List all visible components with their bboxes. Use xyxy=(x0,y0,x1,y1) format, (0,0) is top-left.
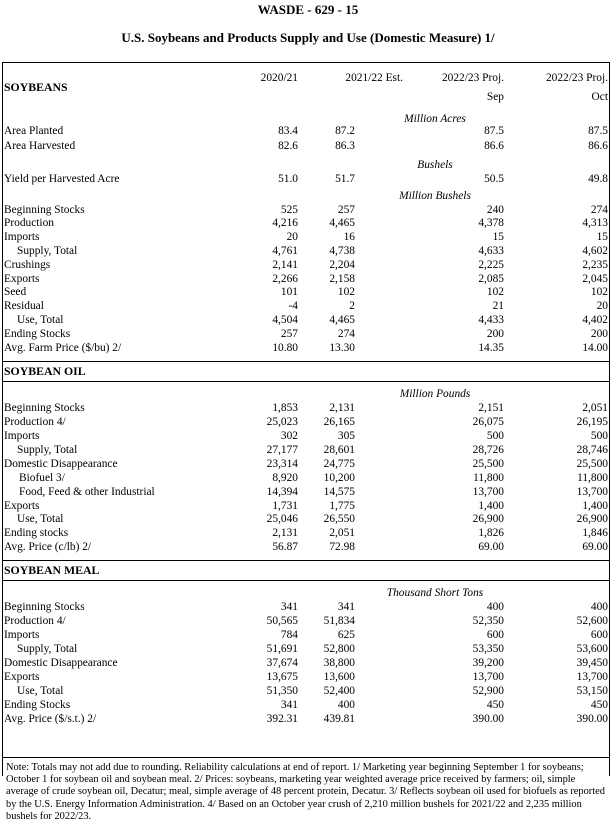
row-label: Domestic Disappearance xyxy=(4,458,118,470)
cell-2021-22: 51.7 xyxy=(335,173,355,185)
cell-2020-21: 1,731 xyxy=(272,500,298,512)
cell-2021-22: 2,158 xyxy=(329,273,355,285)
cell-2022-23-sep: 69.00 xyxy=(478,541,504,553)
cell-2021-22: 86.3 xyxy=(335,140,355,152)
cell-2020-21: 784 xyxy=(280,629,298,641)
rule-bottom xyxy=(2,757,610,758)
row-label: Ending Stocks xyxy=(4,699,71,711)
cell-2020-21: 257 xyxy=(280,328,298,340)
row-label: Imports xyxy=(4,231,40,243)
cell-2021-22: 439.81 xyxy=(323,713,355,725)
cell-2022-23-sep: 600 xyxy=(486,629,504,641)
cell-2021-22: 257 xyxy=(337,204,355,216)
cell-2022-23-oct: 39,450 xyxy=(576,657,608,669)
cell-2022-23-oct: 1,846 xyxy=(582,527,608,539)
cell-2021-22: 625 xyxy=(337,629,355,641)
cell-2022-23-oct: 11,800 xyxy=(577,472,608,484)
row-label: Beginning Stocks xyxy=(4,601,85,613)
rule-soybean-meal xyxy=(2,560,610,561)
rule-soybean-oil xyxy=(2,361,610,362)
cell-2022-23-sep: 11,800 xyxy=(473,472,504,484)
cell-2022-23-oct: 25,500 xyxy=(576,458,608,470)
cell-2020-21: 10.80 xyxy=(272,342,298,354)
col-header-2022-23-sep: 2022/23 Proj. xyxy=(441,72,504,84)
cell-2022-23-oct: 20 xyxy=(596,300,608,312)
cell-2022-23-oct: 500 xyxy=(590,430,608,442)
unit-million-pounds: Million Pounds xyxy=(399,388,471,400)
rule-left xyxy=(2,62,3,776)
cell-2020-21: 4,216 xyxy=(272,217,298,229)
cell-2022-23-sep: 4,433 xyxy=(478,314,504,326)
row-label: Avg. Price ($/s.t.) 2/ xyxy=(4,713,97,725)
cell-2022-23-oct: 26,900 xyxy=(576,513,608,525)
cell-2022-23-sep: 21 xyxy=(492,300,504,312)
cell-2022-23-sep: 1,400 xyxy=(478,500,504,512)
cell-2020-21: 302 xyxy=(280,430,298,442)
cell-2021-22: 26,550 xyxy=(323,513,355,525)
cell-2022-23-sep: 1,826 xyxy=(478,527,504,539)
cell-2022-23-oct: 15 xyxy=(596,231,608,243)
cell-2020-21: 392.31 xyxy=(266,713,298,725)
footnote: Note: Totals may not add due to rounding. Reliability calculations at end of report. 1/ Marketing year beginning September 1 for soybeans; October 1 for soybean oil and soybean meal. 2/ Prices: soybeans, marketing year weighted average price received by farmers; oil, simple average of crude soybean oil, Decatur; meal, simple average of 48 percent protein, Decatur. 3/ Reflects soybean oil used for biofuels as reported by the U.S. Energy Information Administration. 4/ Based on an October year crush of 2,210 million bushels for 2021/22 and 2,235 million bushels for 2022/23. xyxy=(6,762,605,822)
rule-soybean-oil-sub xyxy=(2,381,610,382)
cell-2022-23-sep: 52,350 xyxy=(472,615,504,627)
cell-2021-22: 38,800 xyxy=(323,657,355,669)
cell-2022-23-oct: 2,235 xyxy=(582,259,608,271)
cell-2021-22: 4,738 xyxy=(329,245,355,257)
cell-2022-23-oct: 69.00 xyxy=(582,541,608,553)
cell-2020-21: 25,023 xyxy=(266,416,298,428)
row-label: Exports xyxy=(4,500,40,512)
cell-2022-23-oct: 4,602 xyxy=(582,245,608,257)
cell-2022-23-oct: 400 xyxy=(590,601,608,613)
row-label: Use, Total xyxy=(17,513,64,525)
cell-2022-23-oct: 2,045 xyxy=(582,273,608,285)
cell-2021-22: 26,165 xyxy=(323,416,355,428)
cell-2022-23-sep: 4,633 xyxy=(478,245,504,257)
cell-2022-23-sep: 52,900 xyxy=(472,685,504,697)
cell-2020-21: 4,761 xyxy=(272,245,298,257)
cell-2022-23-oct: 390.00 xyxy=(576,713,608,725)
cell-2022-23-sep: 26,900 xyxy=(472,513,504,525)
cell-2022-23-sep: 200 xyxy=(486,328,504,340)
cell-2022-23-oct: 14.00 xyxy=(582,342,608,354)
cell-2021-22: 2,051 xyxy=(329,527,355,539)
row-label: Avg. Farm Price ($/bu) 2/ xyxy=(4,342,122,354)
cell-2022-23-oct: 102 xyxy=(590,286,608,298)
cell-2022-23-sep: 102 xyxy=(486,286,504,298)
row-label: Use, Total xyxy=(17,314,64,326)
row-label: Production xyxy=(4,217,54,229)
row-label: Residual xyxy=(4,300,44,312)
cell-2022-23-oct: 200 xyxy=(590,328,608,340)
cell-2022-23-oct: 52,600 xyxy=(576,615,608,627)
row-label: Biofuel 3/ xyxy=(19,472,65,484)
col-header-2022-23-oct: 2022/23 Proj. xyxy=(545,72,608,84)
row-label: Exports xyxy=(4,273,40,285)
col-header-oct: Oct xyxy=(591,91,608,103)
cell-2021-22: 51,834 xyxy=(323,615,355,627)
cell-2020-21: 341 xyxy=(280,699,298,711)
cell-2020-21: 23,314 xyxy=(266,458,298,470)
row-label: Use, Total xyxy=(17,685,64,697)
row-label: Beginning Stocks xyxy=(4,204,85,216)
unit-bushels: Bushels xyxy=(417,159,453,171)
cell-2021-22: 4,465 xyxy=(329,314,355,326)
row-label: Area Planted xyxy=(4,125,64,137)
cell-2020-21: 2,141 xyxy=(272,259,298,271)
cell-2022-23-sep: 15 xyxy=(492,231,504,243)
cell-2021-22: 24,775 xyxy=(323,458,355,470)
cell-2022-23-sep: 450 xyxy=(486,699,504,711)
cell-2022-23-sep: 26,075 xyxy=(472,416,504,428)
col-header-2020-21: 2020/21 xyxy=(260,72,298,84)
rule-top xyxy=(2,62,610,63)
unit-thousand-short-tons: Thousand Short Tons xyxy=(386,587,484,599)
row-label: Ending stocks xyxy=(4,527,69,539)
section-soybeans: SOYBEANS xyxy=(4,80,68,94)
row-label: Food, Feed & other Industrial xyxy=(19,486,155,498)
cell-2022-23-oct: 86.6 xyxy=(588,140,608,152)
cell-2021-22: 14,575 xyxy=(323,486,355,498)
rule-right xyxy=(609,62,610,776)
row-label: Supply, Total xyxy=(17,643,78,655)
row-label: Supply, Total xyxy=(17,245,78,257)
cell-2022-23-sep: 500 xyxy=(486,430,504,442)
row-label: Supply, Total xyxy=(17,444,78,456)
cell-2022-23-oct: 4,313 xyxy=(582,217,608,229)
cell-2022-23-sep: 400 xyxy=(486,601,504,613)
row-label: Imports xyxy=(4,430,40,442)
cell-2020-21: 83.4 xyxy=(278,125,298,137)
cell-2022-23-oct: 13,700 xyxy=(576,486,608,498)
cell-2022-23-sep: 86.6 xyxy=(484,140,504,152)
cell-2020-21: 1,853 xyxy=(272,402,298,414)
cell-2022-23-sep: 240 xyxy=(486,204,504,216)
table-title: U.S. Soybeans and Products Supply and Use (Domestic Measure) 1/ xyxy=(121,30,495,45)
col-header-2021-22: 2021/22 Est. xyxy=(345,72,403,84)
rule-soybean-meal-sub xyxy=(2,580,610,581)
row-label: Seed xyxy=(4,286,27,298)
row-label: Yield per Harvested Acre xyxy=(4,173,120,185)
cell-2022-23-oct: 53,150 xyxy=(576,685,608,697)
row-label: Production 4/ xyxy=(4,615,66,627)
cell-2020-21: 25,046 xyxy=(266,513,298,525)
cell-2021-22: 400 xyxy=(337,699,355,711)
cell-2022-23-sep: 28,726 xyxy=(472,444,504,456)
cell-2022-23-oct: 28,746 xyxy=(576,444,608,456)
cell-2021-22: 72.98 xyxy=(329,541,355,553)
cell-2022-23-oct: 4,402 xyxy=(582,314,608,326)
cell-2020-21: 51.0 xyxy=(278,173,298,185)
cell-2021-22: 341 xyxy=(337,601,355,613)
row-label: Domestic Disappearance xyxy=(4,657,118,669)
cell-2021-22: 13,600 xyxy=(323,671,355,683)
cell-2021-22: 28,601 xyxy=(323,444,355,456)
cell-2022-23-sep: 2,225 xyxy=(478,259,504,271)
row-label: Area Harvested xyxy=(4,140,76,152)
cell-2022-23-sep: 2,085 xyxy=(478,273,504,285)
cell-2022-23-sep: 390.00 xyxy=(472,713,504,725)
row-label: Ending Stocks xyxy=(4,328,71,340)
cell-2021-22: 52,400 xyxy=(323,685,355,697)
cell-2021-22: 2 xyxy=(349,300,355,312)
cell-2022-23-oct: 450 xyxy=(590,699,608,711)
unit-million-acres: Million Acres xyxy=(404,113,466,125)
cell-2022-23-sep: 13,700 xyxy=(472,671,504,683)
cell-2022-23-oct: 49.8 xyxy=(588,173,608,185)
cell-2021-22: 16 xyxy=(343,231,355,243)
cell-2021-22: 4,465 xyxy=(329,217,355,229)
cell-2020-21: 56.87 xyxy=(272,541,298,553)
cell-2020-21: 51,691 xyxy=(266,643,298,655)
cell-2020-21: 2,131 xyxy=(272,527,298,539)
cell-2021-22: 305 xyxy=(337,430,355,442)
row-label: Production 4/ xyxy=(4,416,66,428)
row-label: Avg. Price (c/lb) 2/ xyxy=(4,541,92,553)
cell-2021-22: 52,800 xyxy=(323,643,355,655)
cell-2020-21: 2,266 xyxy=(272,273,298,285)
cell-2020-21: -4 xyxy=(288,300,298,312)
cell-2020-21: 82.6 xyxy=(278,140,298,152)
cell-2022-23-oct: 87.5 xyxy=(588,125,608,137)
cell-2020-21: 8,920 xyxy=(272,472,298,484)
cell-2022-23-sep: 87.5 xyxy=(484,125,504,137)
cell-2021-22: 102 xyxy=(337,286,355,298)
cell-2021-22: 2,204 xyxy=(329,259,355,271)
cell-2021-22: 274 xyxy=(337,328,355,340)
cell-2020-21: 13,675 xyxy=(266,671,298,683)
cell-2020-21: 341 xyxy=(280,601,298,613)
cell-2020-21: 14,394 xyxy=(266,486,298,498)
cell-2022-23-sep: 50.5 xyxy=(484,173,504,185)
cell-2020-21: 101 xyxy=(280,286,298,298)
cell-2022-23-sep: 4,378 xyxy=(478,217,504,229)
cell-2020-21: 525 xyxy=(280,204,298,216)
row-label: Exports xyxy=(4,671,40,683)
section-soybean-meal: SOYBEAN MEAL xyxy=(4,563,100,577)
cell-2022-23-oct: 1,400 xyxy=(582,500,608,512)
cell-2022-23-oct: 26,195 xyxy=(576,416,608,428)
cell-2022-23-oct: 13,700 xyxy=(576,671,608,683)
row-label: Imports xyxy=(4,629,40,641)
section-soybean-oil: SOYBEAN OIL xyxy=(4,364,86,378)
cell-2022-23-oct: 2,051 xyxy=(582,402,608,414)
cell-2020-21: 4,504 xyxy=(272,314,298,326)
cell-2022-23-sep: 25,500 xyxy=(472,458,504,470)
cell-2021-22: 10,200 xyxy=(323,472,355,484)
unit-million-bushels: Million Bushels xyxy=(399,190,471,202)
cell-2022-23-sep: 2,151 xyxy=(478,402,504,414)
row-label: Crushings xyxy=(4,259,51,271)
row-label: Beginning Stocks xyxy=(4,402,85,414)
cell-2022-23-oct: 274 xyxy=(590,204,608,216)
cell-2021-22: 2,131 xyxy=(329,402,355,414)
cell-2022-23-sep: 39,200 xyxy=(472,657,504,669)
cell-2021-22: 87.2 xyxy=(335,125,355,137)
cell-2020-21: 20 xyxy=(286,231,298,243)
cell-2020-21: 37,674 xyxy=(266,657,298,669)
col-header-sep: Sep xyxy=(486,91,504,103)
report-title: WASDE - 629 - 15 xyxy=(257,2,359,17)
cell-2022-23-oct: 600 xyxy=(590,629,608,641)
cell-2020-21: 51,350 xyxy=(266,685,298,697)
cell-2020-21: 27,177 xyxy=(266,444,298,456)
cell-2022-23-sep: 14.35 xyxy=(478,342,504,354)
cell-2020-21: 50,565 xyxy=(266,615,298,627)
cell-2022-23-sep: 13,700 xyxy=(472,486,504,498)
cell-2022-23-oct: 53,600 xyxy=(576,643,608,655)
cell-2022-23-sep: 53,350 xyxy=(472,643,504,655)
cell-2021-22: 1,775 xyxy=(329,500,355,512)
cell-2021-22: 13.30 xyxy=(329,342,355,354)
